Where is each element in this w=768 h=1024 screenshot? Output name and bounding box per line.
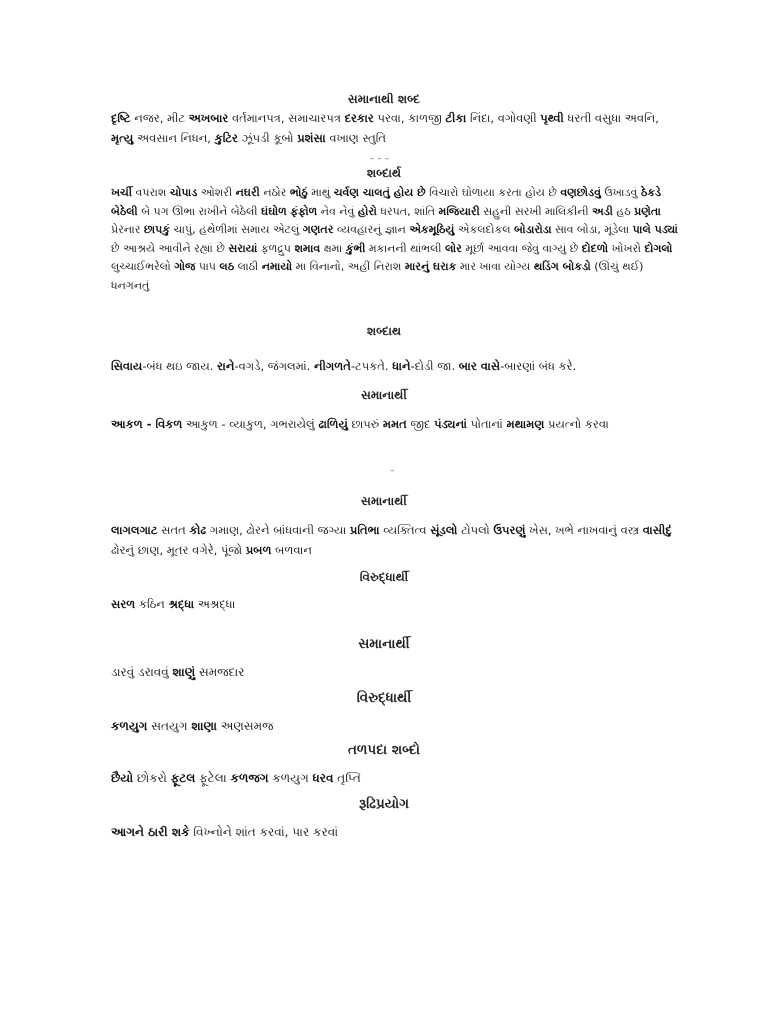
term: લઠ (219, 260, 235, 274)
definition-text: સતયુગ (147, 719, 192, 733)
term: મજિયારી (438, 204, 480, 218)
term: ફૂટલ (170, 771, 196, 785)
term: મારનું ઘરાક (404, 260, 457, 274)
term: ઠેકડે બેઠેલી (111, 186, 662, 218)
term: ઘંઘોળ (261, 204, 287, 218)
definition-text: કઠિન (135, 597, 169, 611)
term: પ્રશંસા (297, 131, 326, 145)
term: ગણતર (302, 223, 334, 237)
term: કોઢ (189, 523, 207, 537)
term: બાર વાસે (458, 359, 501, 373)
definition-text: માર ખાવા યોગ્ય (456, 260, 534, 274)
term: ઢાળિયું (318, 417, 348, 431)
definition-text: માથું (307, 186, 334, 199)
definition-text: વિખ્નોને શાંત કરવાં, પાર કરવાં (189, 825, 339, 839)
term: પાલે પડ્યાં (632, 223, 678, 237)
definition-text: ટોપલો (457, 523, 494, 537)
definition-text: -વગડે, જંગલમાં. (234, 359, 314, 373)
term: નમાયો (261, 260, 293, 274)
term: શાણા (191, 719, 217, 733)
definition-text: ક્ષમા (320, 241, 346, 255)
definition-text: મૂર્છા આવવા જેવું વાગ્યું છે (461, 241, 582, 255)
term: મમત (382, 417, 407, 431)
word-meanings-paragraph (111, 184, 681, 296)
heading-word-meanings: શબ્દાર્થ (366, 166, 402, 180)
definition-text: બળવાન (271, 543, 312, 557)
definition-text: પ્રેરનાર (111, 223, 144, 237)
term: કળયુગ (111, 719, 148, 733)
term: આકળ - વિકળ (111, 417, 183, 431)
definition-text: છોકરો (133, 771, 171, 785)
term: વાસીદું (642, 523, 672, 537)
term: આગને ઠારી શકે (111, 825, 190, 839)
heading-synonyms-1: સમાનાથી શબ્દ (348, 92, 420, 106)
definition-text: બે પગ ઊભા રાખીને બેઠેલી (137, 204, 262, 218)
definition-text: સમજદાર (195, 665, 245, 679)
definition-text: ઢોરનું છાણ, મૂતર વગેરે, પૂંજો (111, 543, 246, 557)
definition-text: ખોખરો (608, 241, 645, 255)
definition-text: હઠ (612, 204, 635, 218)
definition-text: જીદ (406, 417, 435, 431)
synonyms-paragraph-3 (111, 520, 681, 560)
term: ગોજ (174, 260, 196, 274)
dialect-words-paragraph (111, 768, 681, 789)
definition-text: કળયુગ (268, 771, 313, 785)
definition-text: ફૂટેલા (195, 771, 231, 785)
definition-text: વખાણ સ્તુતિ (325, 131, 387, 145)
term: ભોઠું (289, 186, 308, 199)
definition-text: -બંધ થઇ જાય. (142, 359, 218, 373)
term: કુટિર (214, 131, 238, 145)
term: ધાને (392, 359, 411, 373)
definition-text: અવસાન નિધન, (133, 131, 215, 145)
idioms-paragraph (111, 822, 681, 843)
definition-text: ધરતી વસુધા અવનિ, (563, 111, 659, 125)
definition-text: ડારવું ડરાવવું (111, 665, 173, 679)
term: ખર્ચી (111, 186, 132, 199)
term: શાણું (172, 665, 196, 679)
term: દૃષ્ટિ (111, 111, 131, 125)
definition-text: ઓશરી (197, 186, 236, 199)
term: દોગલો (644, 241, 673, 255)
antonyms-paragraph-2 (111, 716, 681, 737)
definition-text: નિંદા, વગોવણી (466, 111, 541, 125)
term: હોરો (357, 204, 377, 218)
definition-text: સહુની સરખી માલિકીની (479, 204, 593, 218)
term: સૂંડલો (430, 523, 458, 537)
definition-text: સતત (157, 523, 190, 537)
term: પંડ્યનાં (434, 417, 467, 431)
synonyms-paragraph-4 (111, 662, 681, 683)
synonyms-paragraph-1 (111, 108, 681, 148)
term: મૃત્યુ (111, 131, 134, 145)
heading-idioms: રૂઢિપ્રયોગ (359, 796, 409, 812)
word-meanings-paragraph-2 (111, 356, 681, 376)
separator-dashes: – – – (370, 154, 390, 164)
term: લોર (445, 241, 462, 255)
definition-text: -બારણાં બંધ કરે. (500, 359, 577, 373)
term: ધરવ (312, 771, 334, 785)
definition-text: લુચ્ચાઈભરેલો (111, 260, 175, 274)
definition-text: -ટપકતે. (350, 359, 393, 373)
term: ટીકા (445, 111, 467, 125)
definition-text: ચાપું, હથેળીમાં સમાય એટલું (170, 223, 303, 237)
term: થડિંગ બોકડો (533, 260, 591, 274)
term: અખબાર (188, 111, 229, 125)
definition-text: નઠોર (259, 186, 290, 199)
heading-word-meanings-2: શબ્દાથ (366, 324, 402, 338)
definition-text: વ્યક્તિત્વ (379, 523, 431, 537)
term: પૃથ્વી (540, 111, 564, 125)
definition-text: અહીં નિરાશ (347, 260, 405, 274)
definition-text: છે આશ્રયે આવીને રહ્યાં છે (111, 241, 229, 255)
term: શમાવ (294, 241, 321, 255)
definition-text: નેવ નેવું (317, 204, 358, 218)
term: નીગળતે (314, 359, 351, 373)
definition-text: પાપ (195, 260, 220, 274)
term: શ્રદ્ધા (168, 597, 195, 611)
definition-text: અણસમજ (216, 719, 274, 733)
term: છાપકું (143, 223, 171, 237)
definition-text: વિચારો ઘોળાયા કરતા હોય છે (425, 186, 561, 199)
definition-text: વ્યવહારનું જ્ઞાન (333, 223, 410, 237)
term: સરળ (111, 597, 136, 611)
definition-text: મકાનની થાંભલી (365, 241, 446, 255)
term: વણછોડવું (560, 186, 601, 199)
term: કુંભી (345, 241, 366, 255)
definition-text: પરવા, કાળજી (373, 111, 446, 125)
definition-text: પોતાનાં (466, 417, 507, 431)
definition-text: અશ્રદ્ધા (194, 597, 236, 611)
term: પ્રબળ (245, 543, 272, 557)
definition-text: છાપરું (347, 417, 383, 431)
definition-text: ઝૂંપડી કૂબો (237, 131, 298, 145)
term: ફંફોળ (290, 204, 318, 218)
definition-text: એકલદોકલ (454, 223, 515, 237)
term: રાને (217, 359, 235, 373)
term: ઉપરણું (493, 523, 526, 537)
term: મથામણ (506, 417, 545, 431)
definition-text: તૃપ્તિ (333, 771, 361, 785)
term: નઘરી (235, 186, 260, 199)
definition-text: ધરપત, શાંતિ (376, 204, 439, 218)
definition-text: મા વિનાનો, (292, 260, 348, 274)
definition-text: ગમાણ, ઢોરને બાંધવાની જગ્યા (206, 523, 350, 537)
definition-text: સાવ બોડા, મૂંડેલા (551, 223, 633, 237)
term: બોડારોડા (514, 223, 552, 237)
term: ચોપાડ (169, 186, 198, 199)
definition-text: ઉખાડવું (600, 186, 641, 199)
heading-synonyms-2: સમાનાર્થી (361, 388, 407, 402)
definition-text: વર્તમાનપત્ર, સમાચારપત્ર (228, 111, 345, 125)
term: કળજગ (230, 771, 269, 785)
definition-text: વપરાશ (132, 186, 170, 199)
definition-text: નજર, મીટ (130, 111, 189, 125)
heading-antonyms-2: વિરુદ્ધાર્થી (356, 690, 412, 706)
heading-synonyms-4: સમાનાર્થી (358, 636, 410, 652)
synonyms-paragraph-2 (111, 414, 681, 434)
term: એકમૂઠિયું (409, 223, 455, 237)
definition-text: આકુળ - વ્યાકુળ, ગભરાયેલું (182, 417, 319, 431)
term: દરકાર (344, 111, 374, 125)
definition-text: લાઠી (234, 260, 262, 274)
definition-text: પ્રયત્નો કરવા (544, 417, 609, 431)
heading-dialect-words: તળપદા શબ્દો (347, 742, 421, 758)
term: પ્રણેતા (634, 204, 661, 218)
separator-dash: – (390, 466, 395, 476)
term: દોદળો (581, 241, 609, 255)
definition-text: -દોડી જા. (410, 359, 459, 373)
definition-text: (ઊંચું થઈ) ધનગનતું (111, 260, 644, 292)
term: પ્રતિભા (349, 523, 380, 537)
heading-synonyms-3: સમાનાર્થી (361, 494, 407, 508)
heading-antonyms-1: વિરુદ્ધાર્થી (359, 570, 409, 584)
term: સિવાય (111, 359, 143, 373)
term: ચર્વણ ચાલતું હોય છે (333, 186, 426, 199)
definition-text: ખેસ, ખભે નાખવાનું વસ્ત્ર (525, 523, 643, 537)
antonyms-paragraph-1 (111, 594, 681, 614)
term: સરાયાં (228, 241, 258, 255)
term: છૈયો (111, 771, 134, 785)
definition-text: ફળદ્રુપ (257, 241, 295, 255)
term: લાગલગાટ (111, 523, 158, 537)
term: અડી (592, 204, 613, 218)
